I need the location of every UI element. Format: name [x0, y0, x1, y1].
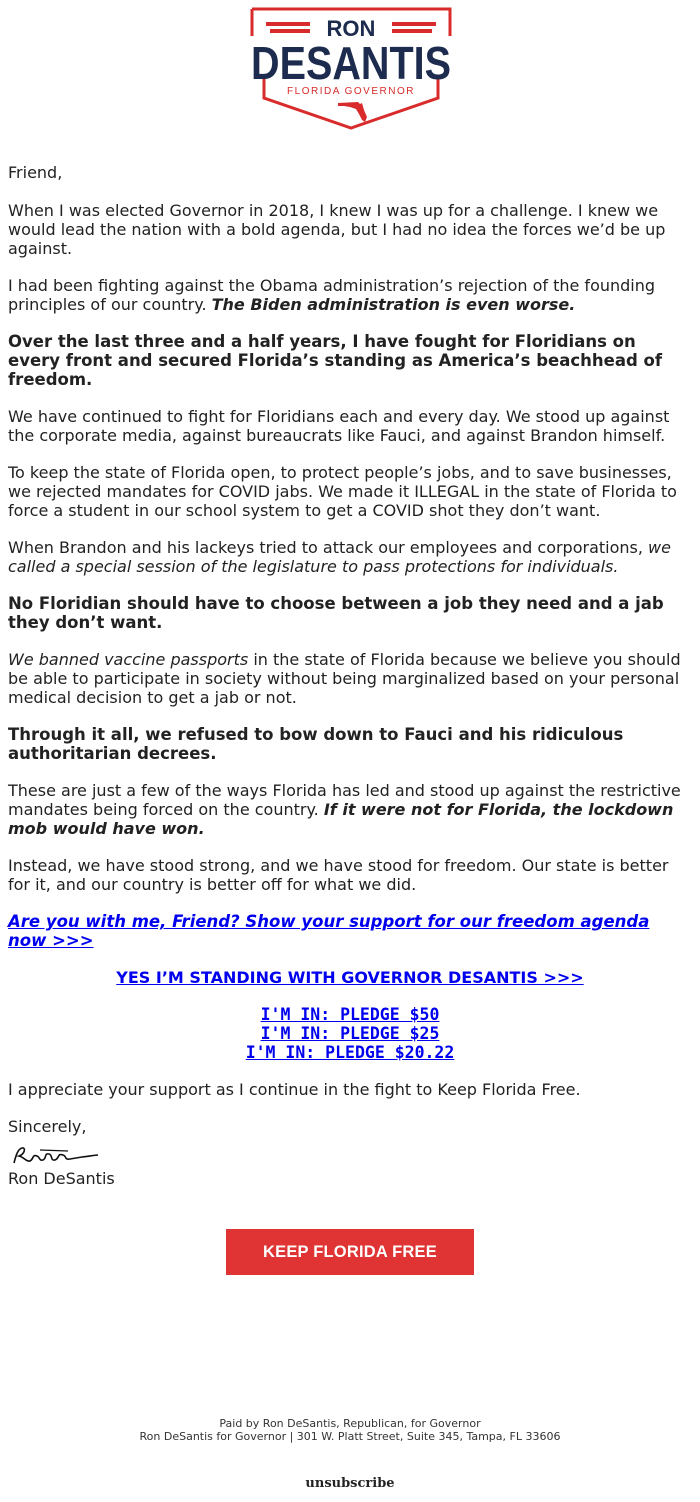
paragraph-8: [8, 650, 692, 707]
logo-shield-icon: [246, 6, 456, 130]
standing-with-desantis-link[interactable]: YES I’M STANDING WITH GOVERNOR DESANTIS >>>: [116, 968, 584, 987]
paragraph-2: [8, 276, 692, 314]
paragraph-10-text: These are just a few of the ways Florida has led and stood up against the restrictive mandates being forced on the country.: [8, 781, 681, 819]
paragraph-8-emphasis: We banned vaccine passports: [8, 650, 249, 669]
logo-name-main: DESANTIS: [251, 37, 451, 89]
unsubscribe-link[interactable]: unsubscribe: [305, 1476, 395, 1491]
paragraph-10: [8, 781, 692, 838]
pledge-25-link[interactable]: I'M IN: PLEDGE $25: [260, 1024, 440, 1043]
greeting: Friend,: [8, 163, 63, 182]
signature-icon: [10, 1145, 100, 1167]
paragraph-3: Over the last three and a half years, I have fought for Floridians on every front and secured Florida’s standing as America’s beachhead of freedom.: [8, 332, 663, 389]
support-link[interactable]: Are you with me, Friend? Show your support for our freedom agenda now >>>: [8, 912, 650, 950]
florida-icon: [338, 102, 367, 122]
paragraph-10-emphasis: If it were not for Florida, the lockdown mob would have won.: [8, 800, 674, 838]
paragraph-6-text: When Brandon and his lackeys tried to attack our employees and corporations,: [8, 538, 643, 557]
pledge-50-link[interactable]: I'M IN: PLEDGE $50: [260, 1005, 440, 1024]
paragraph-1: When I was elected Governor in 2018, I knew I was up for a challenge. I knew we would lead the nation with a bold agenda, but I had no idea the forces we’d be up against.: [8, 201, 666, 258]
pledge-links: [8, 1005, 692, 1062]
paragraph-2-emphasis: The Biden administration is even worse.: [211, 295, 576, 314]
paragraph-5: To keep the state of Florida open, to protect people’s jobs, and to save businesses, we rejected mandates for COVID jabs. We made it ILLEGAL in the state of Florida to force a student in our school system to get a COVID shot they don’t want.: [8, 463, 677, 520]
paragraph-4: We have continued to fight for Floridians each and every day. We stood up against the corporate media, against bureaucrats like Fauci, and against Brandon himself.: [8, 407, 670, 445]
paragraph-6-emphasis: we called a special session of the legislature to pass protections for individuals.: [8, 538, 671, 576]
pledge-2022-link[interactable]: I'M IN: PLEDGE $20.22: [245, 1043, 455, 1062]
letter-body: [8, 163, 692, 1206]
paragraph-2-text: I had been fighting against the Obama administration’s rejection of the founding principles of our country.: [8, 276, 656, 314]
closing: Sincerely,: [8, 1117, 87, 1136]
campaign-logo: [246, 6, 456, 130]
yes-link-row: [8, 968, 692, 987]
footer-address: Ron DeSantis for Governor | 301 W. Platt Street, Suite 345, Tampa, FL 33606: [139, 1430, 561, 1443]
appreciation: I appreciate your support as I continue in the fight to Keep Florida Free.: [8, 1080, 581, 1099]
paragraph-9: Through it all, we refused to bow down to Fauci and his ridiculous authoritarian decrees.: [8, 725, 624, 763]
footer-paid-by: Paid by Ron DeSantis, Republican, for Governor: [219, 1417, 481, 1430]
paragraph-7: No Floridian should have to choose between a job they need and a jab they don’t want.: [8, 594, 664, 632]
paragraph-11: Instead, we have stood strong, and we have stood for freedom. Our state is better for it, and our country is better off for what we did.: [8, 856, 669, 894]
cta-paragraph: [8, 912, 692, 950]
logo-name-top: RON: [326, 16, 376, 41]
signer-name: Ron DeSantis: [8, 1169, 115, 1188]
paragraph-6: [8, 538, 692, 576]
keep-florida-free-button[interactable]: KEEP FLORIDA FREE: [226, 1229, 474, 1275]
logo-subtitle: FLORIDA GOVERNOR: [287, 86, 415, 97]
paragraph-8-text: in the state of Florida because we believe you should be able to participate in society without being marginalized based on your personal medical decision to get a jab or not.: [8, 650, 681, 707]
